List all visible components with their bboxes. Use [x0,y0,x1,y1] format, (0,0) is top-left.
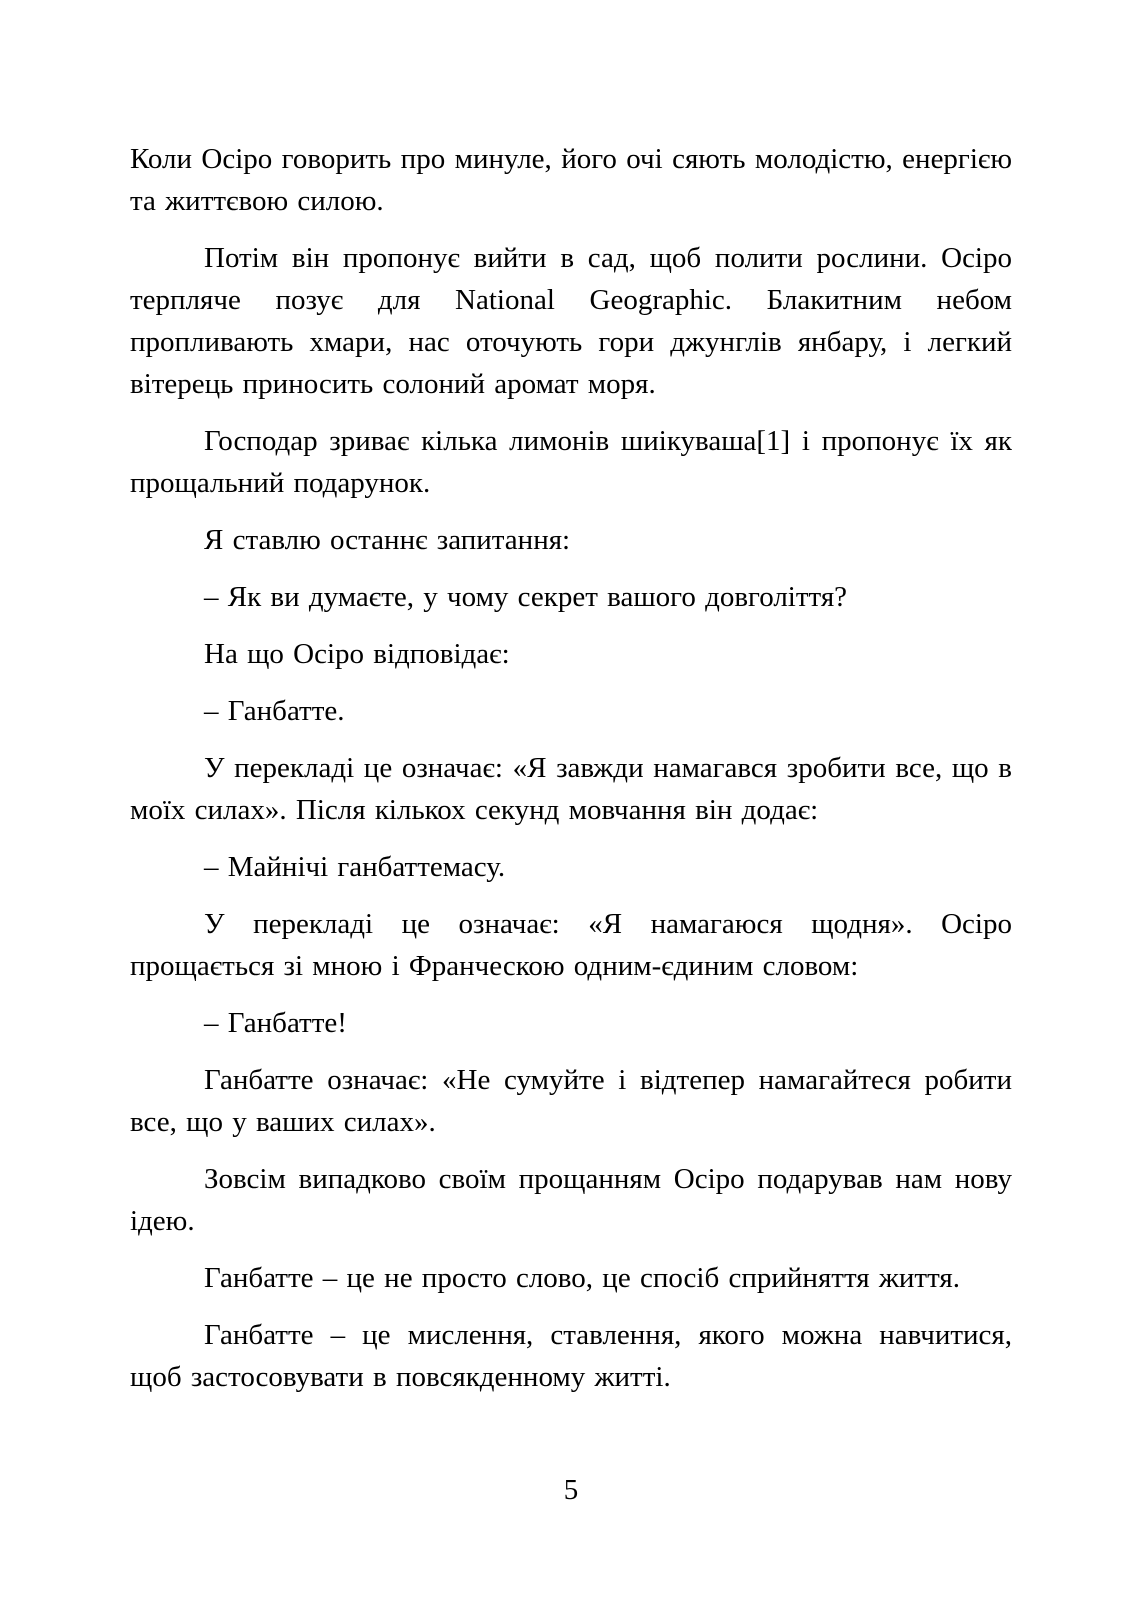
paragraph: Ганбатте означає: «Не сумуйте і відтепер намагайтеся робити все, що у ваших силах». [130,1064,1012,1138]
dialogue-line: – Ганбатте. [204,695,345,727]
paragraph: Я ставлю останнє запитання: [204,524,571,556]
paragraph: Потім він пропонує вийти в сад, щоб полити рослини. Осіро терпляче позує для National Geographic. Блакитним небом пропливають хмари, нас оточують гори джунглів янбару, і легкий вітерець приносить солоний аромат моря. [130,242,1012,400]
dialogue-line: – Як ви думаєте, у чому секрет вашого довголіття? [204,581,848,613]
paragraph: Ганбатте – це не просто слово, це спосіб сприйняття життя. [204,1262,960,1294]
paragraph: Господар зриває кілька лимонів шиікуваша[1] і пропонує їх як прощальний подарунок. [130,425,1012,499]
page-number: 5 [563,1474,579,1506]
paragraph: Зовсім випадково своїм прощанням Осіро подарував нам нову ідею. [130,1163,1012,1237]
paragraph: На що Осіро відповідає: [204,638,510,670]
paragraph: У перекладі це означає: «Я завжди намагався зробити все, що в моїх силах». Після кількох секунд мовчання він додає: [130,752,1012,826]
paragraph: Ганбатте – це мислення, ставлення, якого можна навчитися, щоб застосовувати в повсякденному житті. [130,1319,1012,1393]
paragraph: У перекладі це означає: «Я намагаюся щодня». Осіро прощається зі мною і Франческою одним-єдиним словом: [130,908,1012,982]
dialogue-line: – Майнічі ганбаттемасу. [204,851,506,883]
paragraph: Коли Осіро говорить про минуле, його очі сяють молодістю, енергією та життєвою силою. [130,143,1012,217]
dialogue-line: – Ганбатте! [204,1007,347,1039]
text-block [130,138,1012,1413]
